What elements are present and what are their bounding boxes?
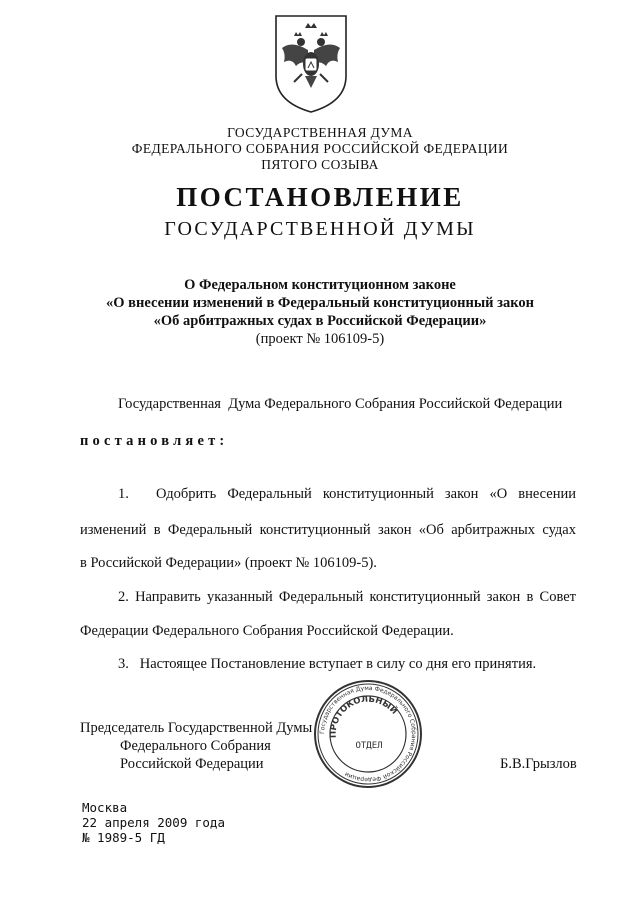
header-convocation: ПЯТОГО СОЗЫВА <box>261 157 379 172</box>
header-duma: ГОСУДАРСТВЕННАЯ ДУМА <box>227 125 413 140</box>
registration-number: № 1989-5 ГД <box>82 830 165 845</box>
paragraph-1-line-1 <box>118 485 576 503</box>
paragraph-3: 3. Настоящее Постановление вступает в силу со дня его принятия. <box>118 656 537 672</box>
paragraph-1-line-2: изменений в Федеральный конституционный закон «Об арбитражных судах <box>80 522 576 538</box>
document-subtitle: ГОСУДАРСТВЕННОЙ ДУМЫ <box>164 218 476 240</box>
law-title-line-1: О Федеральном конституционном законе <box>184 277 456 293</box>
signatory-title-line-1: Председатель Государственной Думы <box>80 720 313 736</box>
paragraph-1-line-3: в Российской Федерации» (проект № 106109-5). <box>80 555 377 571</box>
signatory-title-line-2: Федерального Собрания <box>120 738 271 754</box>
state-emblem-icon <box>272 14 350 114</box>
signatory-title-line-3: Российской Федерации <box>120 756 264 772</box>
signatory-name: Б.В.Грызлов <box>500 756 577 772</box>
paragraph-2-line-1: 2. Направить указанный Федеральный конституционный закон в Совет <box>118 589 576 605</box>
law-title-line-3: «Об арбитражных судах в Российской Федерации» <box>153 313 487 329</box>
paragraph-1-number: 1. <box>118 486 129 502</box>
issue-city: Москва <box>82 800 128 815</box>
header-federal-assembly: ФЕДЕРАЛЬНОГО СОБРАНИЯ РОССИЙСКОЙ ФЕДЕРАЦИИ <box>131 141 509 156</box>
document-title: ПОСТАНОВЛЕНИЕ <box>176 182 464 212</box>
project-number: (проект № 106109-5) <box>255 331 385 347</box>
paragraph-1-text: Одобрить Федеральный конституционный закон «О внесении <box>156 486 576 502</box>
seal-center-text: ОТДЕЛ <box>355 741 383 751</box>
seal-top-text: ПРОТОКОЛЬНЫЙ <box>328 694 400 739</box>
seal-ring-text: Государственная Дума Федерального Собрания Российской Федерации <box>318 684 418 784</box>
paragraph-2-line-2: Федерации Федерального Собрания Российской Федерации. <box>80 623 454 639</box>
law-title-line-2: «О внесении изменений в Федеральный конституционный закон <box>106 295 534 311</box>
issue-date: 22 апреля 2009 года <box>82 815 225 830</box>
protocol-department-seal <box>312 678 424 790</box>
decrees-word: постановляет: <box>80 433 229 449</box>
preamble: Государственная Дума Федерального Собрания Российской Федерации <box>118 396 563 412</box>
